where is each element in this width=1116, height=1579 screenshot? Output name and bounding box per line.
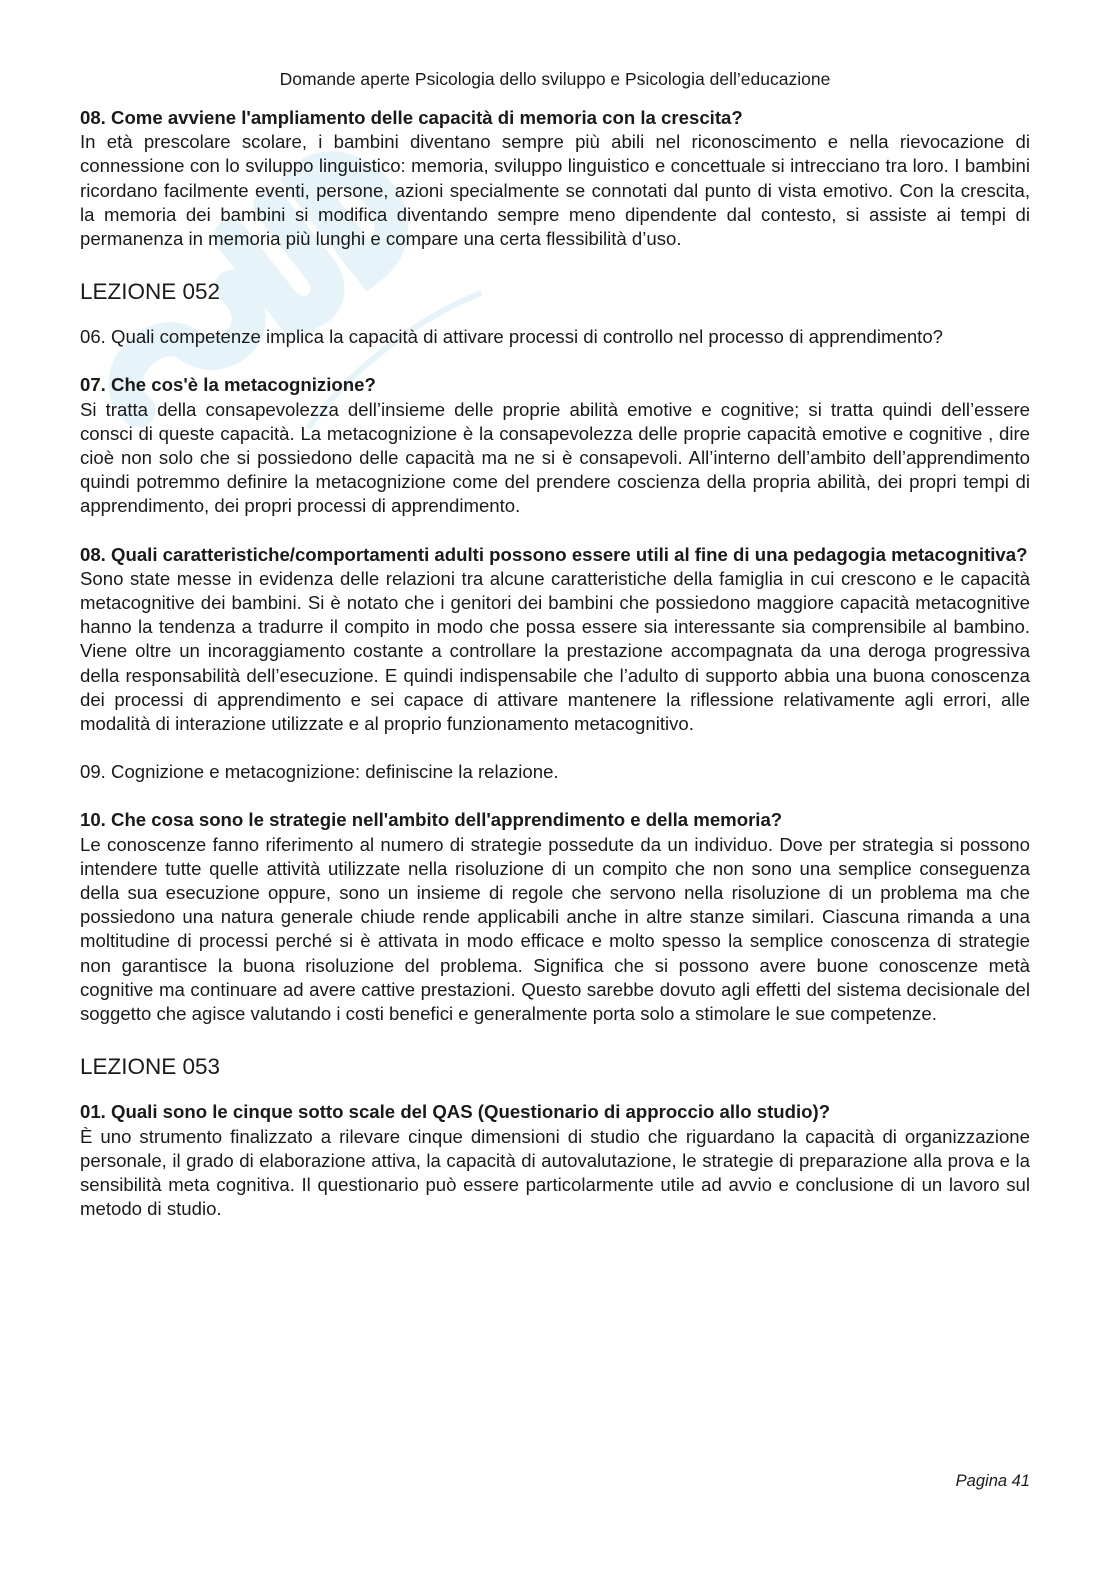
question-title: 01. Quali sono le cinque sotto scale del QAS (Questionario di approccio allo studio)? (80, 1101, 831, 1123)
lesson-heading: LEZIONE 052 (80, 279, 221, 305)
answer-text: Sono state messe in evidenza delle relazioni tra alcune caratteristiche della famiglia in cui crescono e le capacità metacognitive dei bambini. Si è notato che i genitori dei bambini che possiedono maggiore capacità metacognitive hanno la tendenza a tradurre il compito in modo che possa essere sia interessante sia comprensibile al bambino. Viene oltre un incoraggiamento costante a controllare la prestazione accompagnata da una deroga progressiva della responsabilità dell’esecuzione. E quindi indispensabile che l’adulto di supporto abbia una buona conoscenza dei processi di apprendimento e sei capace di attivare mantenere la riflessione relativamente agli errori, alle modalità di interazione utilizzate e al proprio funzionamento metacognitivo. (80, 567, 1030, 735)
question-title: 08. Come avviene l'ampliamento delle capacità di memoria con la crescita? (80, 107, 743, 128)
question-plain: 09. Cognizione e metacognizione: definiscine la relazione. (80, 761, 559, 783)
answer-text: Le conoscenze fanno riferimento al numero di strategie possedute da un individuo. Dove per strategia si possono intendere tutte quelle attività utilizzate nella risoluzione di un compito che non sono una semplice conseguenza della sua esecuzione oppure, sono un insieme di regole che servono nella risoluzione di un problema ma che possiedono una natura generale chiude rende applicabili anche in altre stanze similari. Ciascuna rimanda a una moltitudine di processi perché si è attivata in modo efficace e molto spesso la semplice conoscenza di strategie non garantisce la buona risoluzione del problema. Significa che si possono avere buone conoscenze metà cognitive ma continuare ad avere cattive prestazioni. Questo sarebbe dovuto agli effetti del sistema decisionale del soggetto che agisce valutando i costi benefici e generalmente porta solo a stimolare le sue competenze. (80, 833, 1030, 1025)
question-title: 10. Che cosa sono le strategie nell'ambito dell'apprendimento e della memoria? (80, 809, 783, 831)
page-number: Pagina 41 (955, 1472, 1030, 1490)
answer-text: È uno strumento finalizzato a rilevare cinque dimensioni di studio che riguardano la capacità di organizzazione personale, il grado di elaborazione attiva, la capacità di autovalutazione, le strategie di preparazione alla prova e la sensibilità meta cognitiva. Il questionario può essere particolarmente utile ad avvio e conclusione di un lavoro sul metodo di studio. (80, 1125, 1030, 1220)
answer-text: Si tratta della consapevolezza dell’insieme delle proprie abilità emotive e cognitive; si tratta quindi dell’essere consci di queste capacità. La metacognizione è la consapevolezza delle proprie capacità emotive e cognitive , dire cioè non solo che si possiedono delle capacità ma ne si è consapevoli. All’interno dell’ambito dell’apprendimento quindi potremmo definire la metacognizione come del prendere coscienza della propria abilità, dei propri tempi di apprendimento, dei propri processi di apprendimento. (80, 398, 1030, 517)
question-title: 07. Che cos'è la metacognizione? (80, 374, 376, 396)
lesson-heading: LEZIONE 053 (80, 1054, 221, 1080)
question-plain: 06. Quali competenze implica la capacità di attivare processi di controllo nel processo di apprendimento? (80, 326, 944, 348)
answer-text: In età prescolare scolare, i bambini diventano sempre più abili nel riconoscimento e nella rievocazione di connessione con lo sviluppo linguistico: memoria, sviluppo linguistico e concettuale si intrecciano tra loro. I bambini ricordano facilmente eventi, persone, azioni specialmente se connotati dal punto di vista emotivo. Con la crescita, la memoria dei bambini si modifica diventando sempre meno dipendente dal contesto, si assiste ai tempi di permanenza in memoria più lunghi e compare una certa flessibilità d’uso. (80, 131, 1030, 250)
document-body (80, 106, 1030, 1221)
page-header: Domande aperte Psicologia dello sviluppo e Psicologia dell’educazione (279, 69, 831, 89)
question-title: 08. Quali caratteristiche/comportamenti adulti possono essere utili al fine di una pedagogia metacognitiva? (80, 543, 1028, 565)
